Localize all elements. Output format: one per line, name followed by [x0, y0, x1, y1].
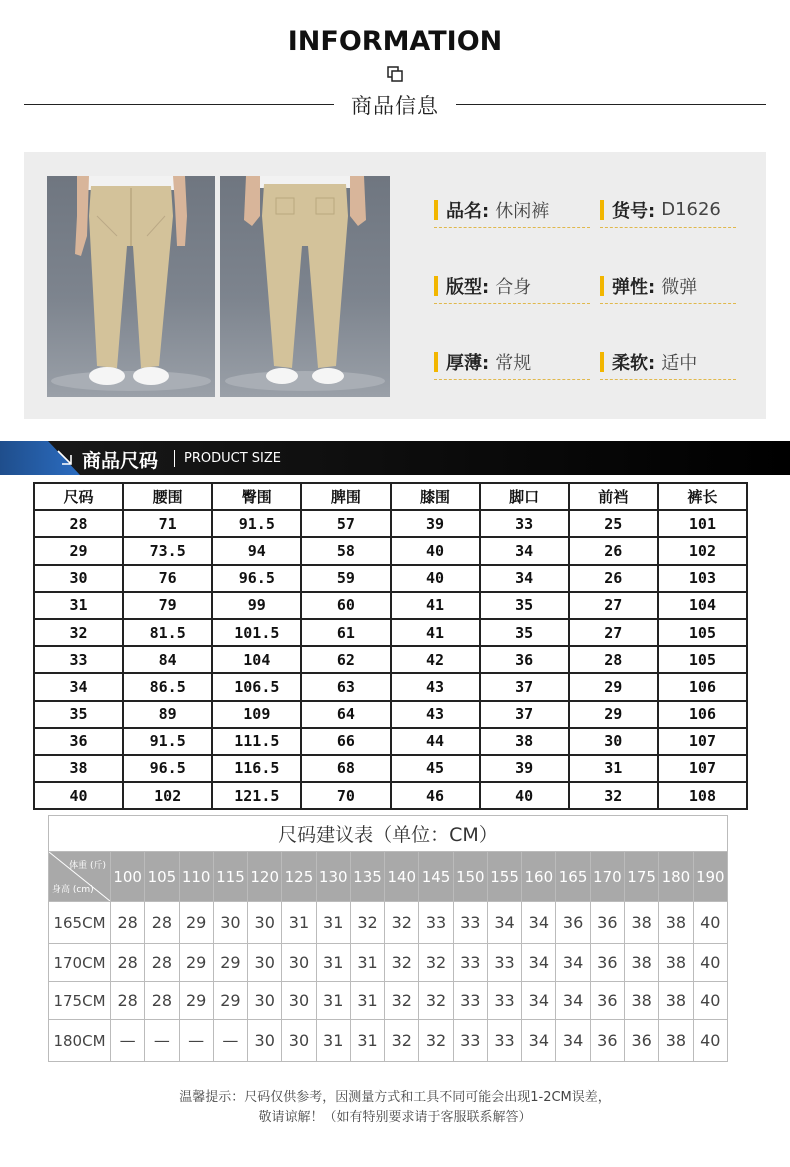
size-cell: 105 — [658, 619, 747, 646]
size-cell: 44 — [391, 728, 480, 755]
recommend-size-cell: 30 — [282, 944, 316, 982]
size-banner-title: 商品尺码 — [82, 450, 159, 472]
size-cell: 38 — [480, 728, 569, 755]
recommend-size-cell: 38 — [624, 982, 658, 1020]
size-cell: 41 — [391, 619, 480, 646]
size-cell: 63 — [301, 673, 390, 700]
size-cell: 35 — [34, 701, 123, 728]
recommend-size-cell: 32 — [419, 1020, 453, 1062]
size-banner-subtitle: PRODUCT SIZE — [184, 451, 281, 466]
attr-thickness — [434, 344, 590, 380]
recommend-size-cell: 34 — [522, 982, 556, 1020]
size-header-cell: 尺码 — [34, 483, 123, 510]
recommend-size-cell: 32 — [350, 902, 384, 944]
recommend-size-cell: 38 — [659, 1020, 693, 1062]
size-cell: 40 — [34, 782, 123, 809]
size-cell: 32 — [34, 619, 123, 646]
weight-header-cell: 145 — [419, 852, 453, 902]
weight-header-cell: 125 — [282, 852, 316, 902]
size-cell: 32 — [569, 782, 658, 809]
recommend-size-cell: — — [145, 1020, 179, 1062]
size-header-cell: 裤长 — [658, 483, 747, 510]
size-cell: 40 — [480, 782, 569, 809]
recommend-size-cell: 30 — [248, 902, 282, 944]
size-cell: 102 — [658, 537, 747, 564]
recommend-row — [49, 902, 728, 944]
recommend-size-cell: 34 — [487, 902, 521, 944]
size-cell: 109 — [212, 701, 301, 728]
size-cell: 89 — [123, 701, 212, 728]
size-cell: 86.5 — [123, 673, 212, 700]
size-cell: 59 — [301, 565, 390, 592]
footer-note-line1: 温馨提示：尺码仅供参考，因测量方式和工具不同可能会出现1-2CM误差， — [179, 1090, 611, 1105]
size-cell: 29 — [569, 673, 658, 700]
recommend-size-cell: 38 — [659, 902, 693, 944]
section-label: 商品信息 — [351, 94, 439, 118]
height-cell: 180CM — [49, 1020, 111, 1062]
recommend-size-cell: 28 — [145, 982, 179, 1020]
header-rule-right — [456, 104, 766, 105]
recommend-size-cell: 31 — [316, 1020, 350, 1062]
recommend-size-cell: 32 — [385, 1020, 419, 1062]
recommend-size-cell: 34 — [556, 944, 590, 982]
weight-header-cell: 135 — [350, 852, 384, 902]
size-cell: 39 — [391, 510, 480, 537]
recommend-size-cell: 31 — [282, 902, 316, 944]
recommend-size-cell: 28 — [111, 982, 145, 1020]
recommend-size-cell: 33 — [453, 982, 487, 1020]
size-cell: 106 — [658, 701, 747, 728]
recommend-size-cell: 38 — [624, 944, 658, 982]
product-photo-back — [220, 176, 390, 397]
recommend-size-cell: 33 — [453, 902, 487, 944]
recommend-size-cell: 32 — [419, 982, 453, 1020]
recommend-size-cell: 29 — [179, 982, 213, 1020]
recommend-size-cell: 40 — [693, 944, 727, 982]
recommend-size-cell: 34 — [556, 1020, 590, 1062]
recommend-size-cell: 28 — [111, 944, 145, 982]
height-cell: 175CM — [49, 982, 111, 1020]
size-table-row — [34, 673, 747, 700]
weight-header-cell: 170 — [590, 852, 624, 902]
recommend-size-cell: 34 — [522, 944, 556, 982]
recommend-size-cell: 32 — [385, 944, 419, 982]
attr-key: 柔软: — [612, 352, 656, 374]
size-cell: 108 — [658, 782, 747, 809]
size-cell: 71 — [123, 510, 212, 537]
size-cell: 79 — [123, 592, 212, 619]
accent-bar — [600, 352, 604, 372]
size-cell: 101.5 — [212, 619, 301, 646]
size-cell: 58 — [301, 537, 390, 564]
recommend-size-cell: 28 — [145, 944, 179, 982]
arrow-down-right-icon — [56, 449, 74, 467]
size-table-row — [34, 565, 747, 592]
accent-bar — [434, 276, 438, 296]
weight-header-cell: 150 — [453, 852, 487, 902]
accent-bar — [434, 200, 438, 220]
size-cell: 99 — [212, 592, 301, 619]
attr-value: D1626 — [661, 199, 721, 220]
recommend-size-cell: 33 — [487, 944, 521, 982]
recommend-size-cell: 33 — [419, 902, 453, 944]
weight-height-corner — [49, 852, 111, 902]
size-cell: 111.5 — [212, 728, 301, 755]
recommend-size-cell: 38 — [659, 982, 693, 1020]
attr-value: 常规 — [495, 352, 532, 374]
size-table-row — [34, 537, 747, 564]
recommend-size-cell: 31 — [350, 944, 384, 982]
size-cell: 70 — [301, 782, 390, 809]
size-cell: 25 — [569, 510, 658, 537]
recommend-size-cell: 40 — [693, 902, 727, 944]
recommend-size-cell: 33 — [487, 1020, 521, 1062]
recommend-size-cell: 30 — [282, 1020, 316, 1062]
accent-bar — [600, 276, 604, 296]
recommend-size-cell: 31 — [350, 1020, 384, 1062]
recommend-size-cell: 38 — [624, 902, 658, 944]
recommend-size-cell: 40 — [693, 1020, 727, 1062]
size-cell: 29 — [34, 537, 123, 564]
weight-header-cell: 180 — [659, 852, 693, 902]
weight-header-cell: 105 — [145, 852, 179, 902]
size-recommend-table — [48, 815, 728, 1062]
weight-header-cell: 190 — [693, 852, 727, 902]
size-cell: 27 — [569, 592, 658, 619]
size-cell: 68 — [301, 755, 390, 782]
recommend-size-cell: 30 — [282, 982, 316, 1020]
weight-header-cell: 115 — [213, 852, 247, 902]
size-header-cell: 脾围 — [301, 483, 390, 510]
attr-key: 版型: — [446, 276, 490, 298]
recommend-size-cell: 36 — [556, 902, 590, 944]
size-cell: 105 — [658, 646, 747, 673]
information-title: INFORMATION — [287, 26, 503, 57]
recommend-size-cell: 38 — [659, 944, 693, 982]
size-table-row — [34, 510, 747, 537]
attr-key: 货号: — [612, 200, 656, 222]
size-cell: 96.5 — [123, 755, 212, 782]
recommend-row — [49, 944, 728, 982]
recommend-size-cell: 34 — [556, 982, 590, 1020]
size-cell: 37 — [480, 673, 569, 700]
recommend-row — [49, 1020, 728, 1062]
weight-header-cell: 155 — [487, 852, 521, 902]
product-photo-front — [47, 176, 215, 397]
size-header-cell: 前裆 — [569, 483, 658, 510]
recommend-size-cell: 33 — [453, 944, 487, 982]
size-cell: 28 — [34, 510, 123, 537]
size-cell: 33 — [480, 510, 569, 537]
weight-header-cell: 120 — [248, 852, 282, 902]
attr-value: 合身 — [495, 276, 532, 298]
recommend-size-cell: 28 — [111, 902, 145, 944]
size-cell: 41 — [391, 592, 480, 619]
weight-header-cell: 160 — [522, 852, 556, 902]
size-cell: 31 — [569, 755, 658, 782]
size-cell: 43 — [391, 701, 480, 728]
size-table-row — [34, 728, 747, 755]
size-cell: 28 — [569, 646, 658, 673]
size-cell: 91.5 — [123, 728, 212, 755]
size-cell: 104 — [212, 646, 301, 673]
weight-header-cell: 100 — [111, 852, 145, 902]
size-cell: 36 — [34, 728, 123, 755]
size-cell: 34 — [34, 673, 123, 700]
size-cell: 57 — [301, 510, 390, 537]
recommend-size-cell: 30 — [248, 982, 282, 1020]
recommend-size-cell: 36 — [590, 902, 624, 944]
recommend-title: 尺码建议表（单位：CM） — [49, 816, 728, 852]
size-cell: 66 — [301, 728, 390, 755]
recommend-size-cell: — — [111, 1020, 145, 1062]
height-cell: 170CM — [49, 944, 111, 982]
size-cell: 106.5 — [212, 673, 301, 700]
size-cell: 60 — [301, 592, 390, 619]
recommend-size-cell: — — [179, 1020, 213, 1062]
size-table-row — [34, 701, 747, 728]
size-cell: 35 — [480, 592, 569, 619]
size-cell: 39 — [480, 755, 569, 782]
attr-value: 适中 — [661, 352, 698, 374]
recommend-size-cell: 36 — [590, 1020, 624, 1062]
recommend-size-cell: 28 — [145, 902, 179, 944]
recommend-size-cell: 32 — [419, 944, 453, 982]
size-cell: 94 — [212, 537, 301, 564]
weight-header-cell: 130 — [316, 852, 350, 902]
size-cell: 34 — [480, 537, 569, 564]
size-cell: 46 — [391, 782, 480, 809]
size-cell: 40 — [391, 537, 480, 564]
recommend-size-cell: 31 — [316, 902, 350, 944]
size-cell: 121.5 — [212, 782, 301, 809]
size-cell: 31 — [34, 592, 123, 619]
recommend-size-cell: 30 — [213, 902, 247, 944]
recommend-size-cell: 33 — [487, 982, 521, 1020]
size-header-cell: 臀围 — [212, 483, 301, 510]
recommend-size-cell: — — [213, 1020, 247, 1062]
recommend-size-cell: 30 — [248, 944, 282, 982]
recommend-size-cell: 34 — [522, 1020, 556, 1062]
recommend-size-cell: 29 — [179, 944, 213, 982]
recommend-size-cell: 40 — [693, 982, 727, 1020]
height-cell: 165CM — [49, 902, 111, 944]
recommend-size-cell: 31 — [350, 982, 384, 1020]
size-cell: 37 — [480, 701, 569, 728]
attr-name — [434, 192, 590, 228]
attr-key: 厚薄: — [446, 352, 490, 374]
weight-header-cell: 165 — [556, 852, 590, 902]
size-cell: 76 — [123, 565, 212, 592]
size-header-cell: 脚口 — [480, 483, 569, 510]
size-cell: 30 — [34, 565, 123, 592]
size-cell: 104 — [658, 592, 747, 619]
recommend-size-cell: 29 — [179, 902, 213, 944]
size-cell: 96.5 — [212, 565, 301, 592]
size-cell: 34 — [480, 565, 569, 592]
size-cell: 42 — [391, 646, 480, 673]
attr-elasticity — [600, 268, 736, 304]
size-cell: 30 — [569, 728, 658, 755]
recommend-size-cell: 31 — [316, 982, 350, 1020]
size-cell: 27 — [569, 619, 658, 646]
recommend-size-cell: 31 — [316, 944, 350, 982]
size-cell: 116.5 — [212, 755, 301, 782]
accent-bar — [434, 352, 438, 372]
size-cell: 73.5 — [123, 537, 212, 564]
attr-item-no — [600, 192, 736, 228]
product-info-panel — [24, 152, 766, 419]
size-cell: 36 — [480, 646, 569, 673]
recommend-size-cell: 34 — [522, 902, 556, 944]
size-cell: 33 — [34, 646, 123, 673]
size-table-row — [34, 619, 747, 646]
size-cell: 103 — [658, 565, 747, 592]
size-cell: 26 — [569, 537, 658, 564]
attr-value: 微弹 — [661, 276, 698, 298]
attr-softness — [600, 344, 736, 380]
recommend-size-cell: 32 — [385, 902, 419, 944]
attr-key: 弹性: — [612, 276, 656, 298]
size-cell: 102 — [123, 782, 212, 809]
size-header-cell: 腰围 — [123, 483, 212, 510]
size-header-cell: 膝围 — [391, 483, 480, 510]
size-cell: 84 — [123, 646, 212, 673]
size-cell: 61 — [301, 619, 390, 646]
size-cell: 91.5 — [212, 510, 301, 537]
size-banner — [0, 441, 790, 475]
size-cell: 106 — [658, 673, 747, 700]
size-cell: 29 — [569, 701, 658, 728]
recommend-size-cell: 36 — [590, 982, 624, 1020]
size-table-header — [34, 483, 747, 510]
size-cell: 64 — [301, 701, 390, 728]
size-cell: 101 — [658, 510, 747, 537]
size-cell: 62 — [301, 646, 390, 673]
size-table-row — [34, 592, 747, 619]
recommend-size-cell: 29 — [213, 982, 247, 1020]
size-cell: 107 — [658, 755, 747, 782]
size-cell: 26 — [569, 565, 658, 592]
recommend-size-cell: 36 — [590, 944, 624, 982]
attr-fit — [434, 268, 590, 304]
size-cell: 35 — [480, 619, 569, 646]
recommend-size-cell: 32 — [385, 982, 419, 1020]
attr-value: 休闲裤 — [495, 200, 550, 222]
size-table-row — [34, 646, 747, 673]
recommend-size-cell: 33 — [453, 1020, 487, 1062]
size-cell: 107 — [658, 728, 747, 755]
size-cell: 81.5 — [123, 619, 212, 646]
weight-header-cell: 110 — [179, 852, 213, 902]
size-table-row — [34, 782, 747, 809]
size-table-row — [34, 755, 747, 782]
recommend-size-cell: 30 — [248, 1020, 282, 1062]
recommend-size-cell: 36 — [624, 1020, 658, 1062]
banner-divider — [174, 450, 175, 467]
attr-key: 品名: — [446, 200, 490, 222]
weight-header-cell: 140 — [385, 852, 419, 902]
size-cell: 43 — [391, 673, 480, 700]
footer-note-line2: 敬请谅解！（如有特别要求请于客服联系解答） — [258, 1110, 532, 1125]
copy-icon — [387, 66, 403, 82]
height-label: 身高 (cm) — [52, 885, 94, 895]
recommend-size-cell: 29 — [213, 944, 247, 982]
weight-label: 体重 (斤) — [69, 861, 106, 871]
size-cell: 40 — [391, 565, 480, 592]
recommend-row — [49, 982, 728, 1020]
size-table — [33, 482, 748, 810]
accent-bar — [600, 200, 604, 220]
weight-header-cell: 175 — [624, 852, 658, 902]
size-cell: 45 — [391, 755, 480, 782]
size-cell: 38 — [34, 755, 123, 782]
